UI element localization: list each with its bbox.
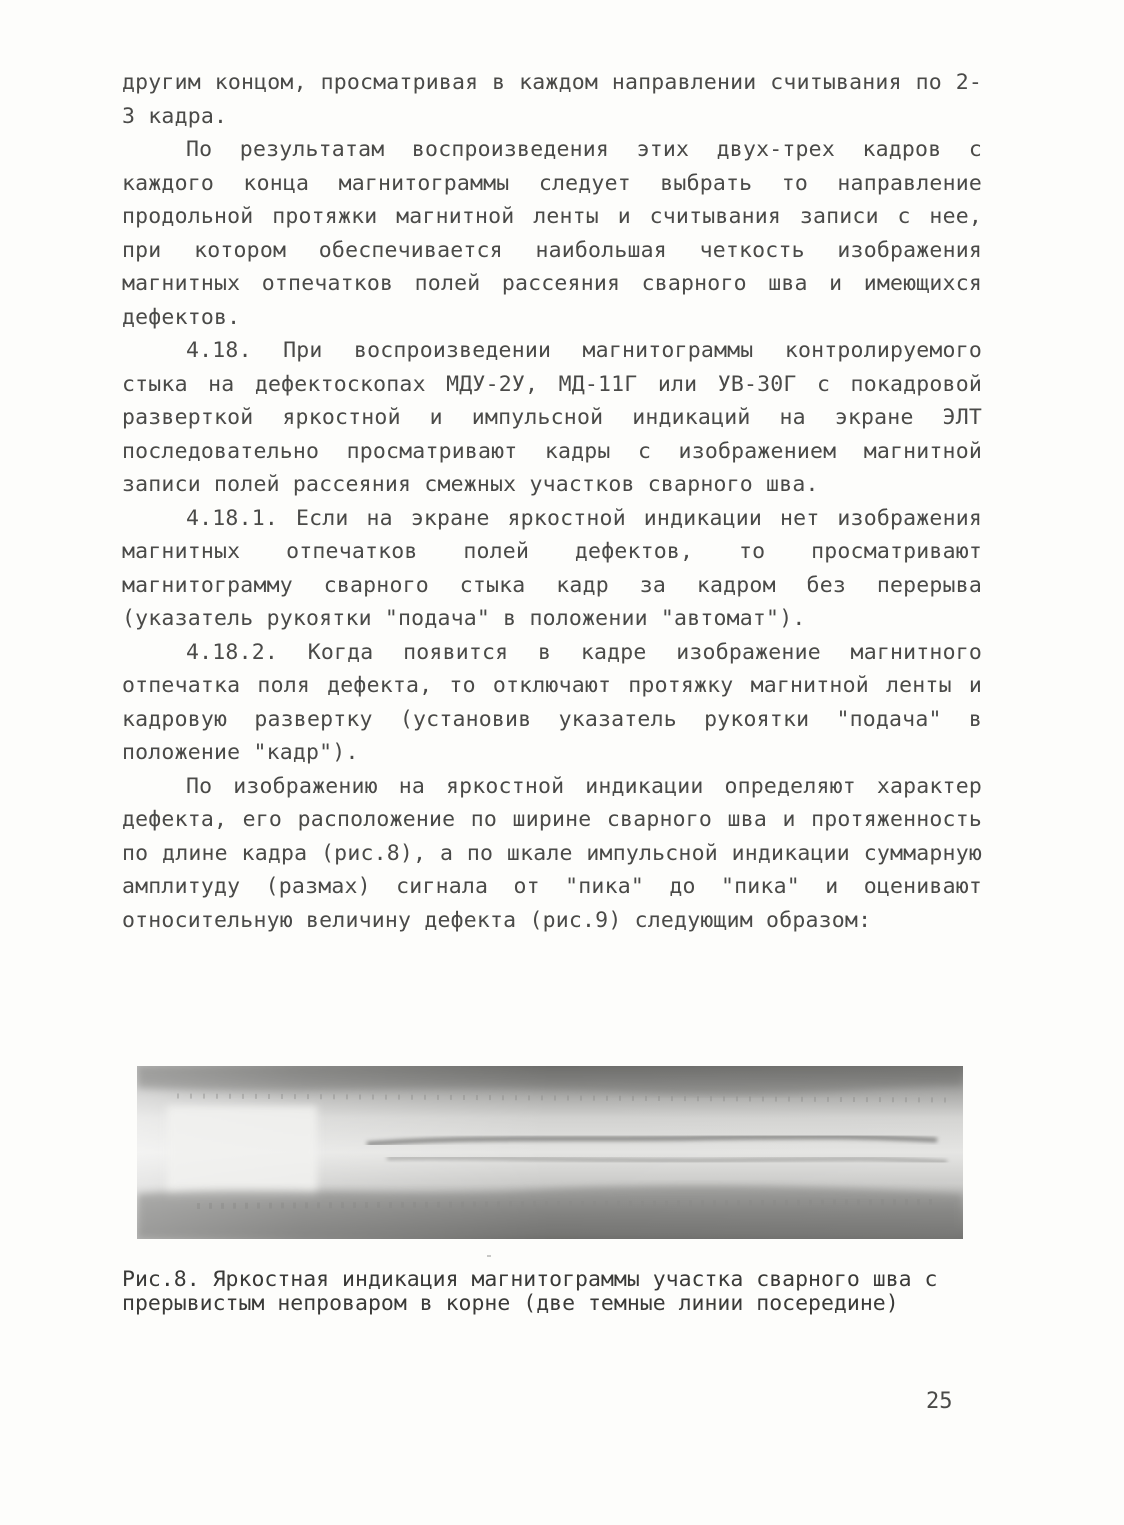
paragraph-4-18-1: 4.18.1. Если на экране яркостной индикации нет изображения магнитных отпечатков полей дефектов, то просматривают магнитограмму сварного стыка кадр за кадром без перерыва (указатель рукоятки "подача" в положении "автомат"). [122,505,982,631]
body-text [122,66,982,937]
paragraph-direction-choice: По результатам воспроизведения этих двух-трех кадров с каждого конца магнитограммы следует выбрать то направление продольной протяжки магнитной ленты и считывания записи с нее, при котором обеспечивается наибольшая четкость изображения магнитных отпечатков полей рассеяния сварного шва и имеющихся дефектов. [122,137,982,330]
magnetogram-photo [137,1066,963,1239]
page-number: 25 [926,1389,953,1414]
scan-speck [487,1255,491,1257]
paragraph-4-18: 4.18. При воспроизведении магнитограммы контролируемого стыка на дефектоскопах МДУ-2У, МД-11Г или УВ-30Г с покадровой разверткой яркостной и импульсной индикаций на экране ЭЛТ последовательно просматривают кадры с изображением магнитной записи полей рассеяния смежных участков сварного шва. [122,338,982,497]
paragraph-4-18-2: 4.18.2. Когда появится в кадре изображение магнитного отпечатка поля дефекта, то отключают протяжку магнитной ленты и кадровую развертку (установив указатель рукоятки "подача" в положение "кадр"). [122,639,982,765]
paragraph-continuation: другим концом, просматривая в каждом направлении считывания по 2-3 кадра. [122,70,982,129]
figure-caption: Рис.8. Яркостная индикация магнитограммы участка сварного шва с прерывистым непроваром в корне (две темные линии посередине) [122,1267,938,1316]
paragraph-defect-evaluation: По изображению на яркостной индикации определяют характер дефекта, его расположение по ширине сварного шва и протяженность по длине кадра (рис.8), а по шкале импульсной индикации суммарную амплитуду (размах) сигнала от "пика" до "пика" и оценивают относительную величину дефекта (рис.9) следующим образом: [122,773,982,933]
